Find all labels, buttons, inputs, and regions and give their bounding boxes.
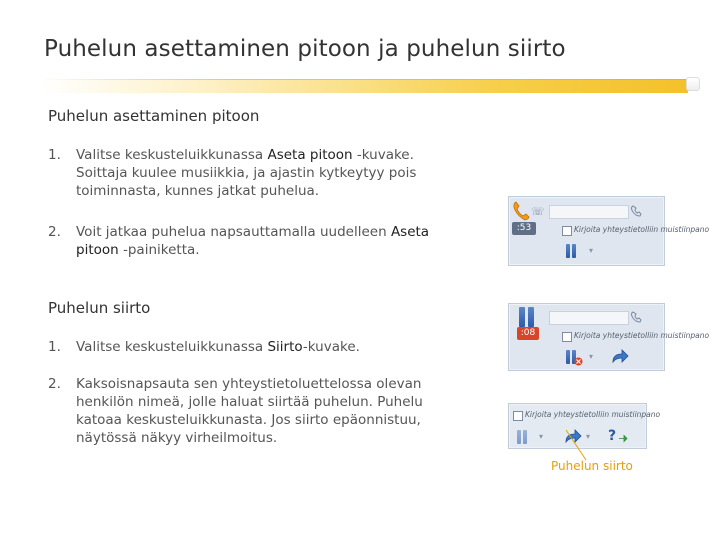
hold-step-2 [48,223,488,259]
step-text: -painiketta. [118,242,200,258]
phone-handset-icon[interactable] [512,201,530,221]
note-status-text: Kirjoita yhteystietolliin muistiinpano [525,410,661,419]
transfer-steps-cont [48,375,488,447]
step-text: toiminnasta, kunnes jatkat puhelua. [76,183,320,199]
call-timer-badge: :53 [512,222,536,235]
transfer-screenshot [508,303,710,371]
hold-section-heading: Puhelun asettaminen pitoon [48,107,260,125]
hold-dropdown-icon[interactable]: ▾ [539,432,544,441]
step-text: Kaksoisnapsauta sen yhteystietoluettelossa olevan [76,376,422,392]
help-icon[interactable]: ? [608,428,617,444]
hold-dropdown-icon[interactable]: ▾ [589,246,594,255]
transfer-steps [48,338,488,356]
step-keyword: Aseta pitoon [267,147,353,163]
step-text: Soittaja kuulee musiikkia, ja ajastin kytkeytyy pois [76,165,417,181]
step-number: 1. [48,339,61,355]
note-checkbox[interactable] [513,411,523,421]
step-text: -kuvake. [352,147,414,163]
transfer-step-1 [48,338,488,356]
phone-hang-icon: ☏ [531,205,545,218]
call-status-field [549,205,629,219]
step-keyword: Siirto [267,339,303,355]
step-number: 1. [48,147,61,163]
step-text: näytössä näkyy virheilmoitus. [76,430,278,446]
step-number: 2. [48,376,61,392]
callout-line [560,430,590,462]
title-underline-end [686,77,700,91]
hold-error-icon [574,357,583,366]
hold-pause-icon[interactable] [517,430,528,444]
call-status-field [549,311,629,325]
hold-dropdown-icon[interactable]: ▾ [589,352,594,361]
step-keyword: Aseta [390,224,430,240]
help-arrow-icon [618,434,628,443]
hold-step-1 [48,146,488,200]
title-underline [40,79,688,93]
transfer-dropdown-icon[interactable]: ▾ [586,432,591,441]
step-text: Valitse keskusteluikkunassa [76,147,268,163]
hold-steps [48,146,488,200]
active-pause-icon[interactable] [519,307,535,327]
transfer-arrow-icon[interactable] [611,348,629,364]
step-text: -kuvake. [302,339,360,355]
contact-card-icon[interactable] [630,310,644,324]
note-checkbox[interactable] [562,226,572,236]
transfer-section-heading: Puhelun siirto [48,299,151,317]
transfer-step-2 [48,375,488,447]
note-status-text: Kirjoita yhteystietolliin muistiinpano [574,225,710,234]
step-text: Voit jatkaa puhelua napsauttamalla uudelleen [76,224,391,240]
step-text: katoaa keskusteluikkunasta. Jos siirto epäonnistuu, [76,412,421,428]
step-text: henkilön nimeä, jolle haluat siirtää puhelun. Puhelu [76,394,423,410]
slide-title: Puhelun asettaminen pitoon ja puhelun siirto [44,36,566,62]
hold-pause-icon[interactable] [566,244,577,258]
call-timer-badge: :08 [517,327,539,340]
hold-steps-cont [48,223,488,259]
step-text: Valitse keskusteluikkunassa [76,339,268,355]
note-checkbox[interactable] [562,332,572,342]
hold-screenshot [508,196,710,266]
note-status-text: Kirjoita yhteystietolliin muistiinpano [574,331,710,340]
callout-label: Puhelun siirto [551,459,633,473]
step-number: 2. [48,224,61,240]
contact-card-icon[interactable] [630,204,644,218]
step-keyword: pitoon [76,242,119,258]
